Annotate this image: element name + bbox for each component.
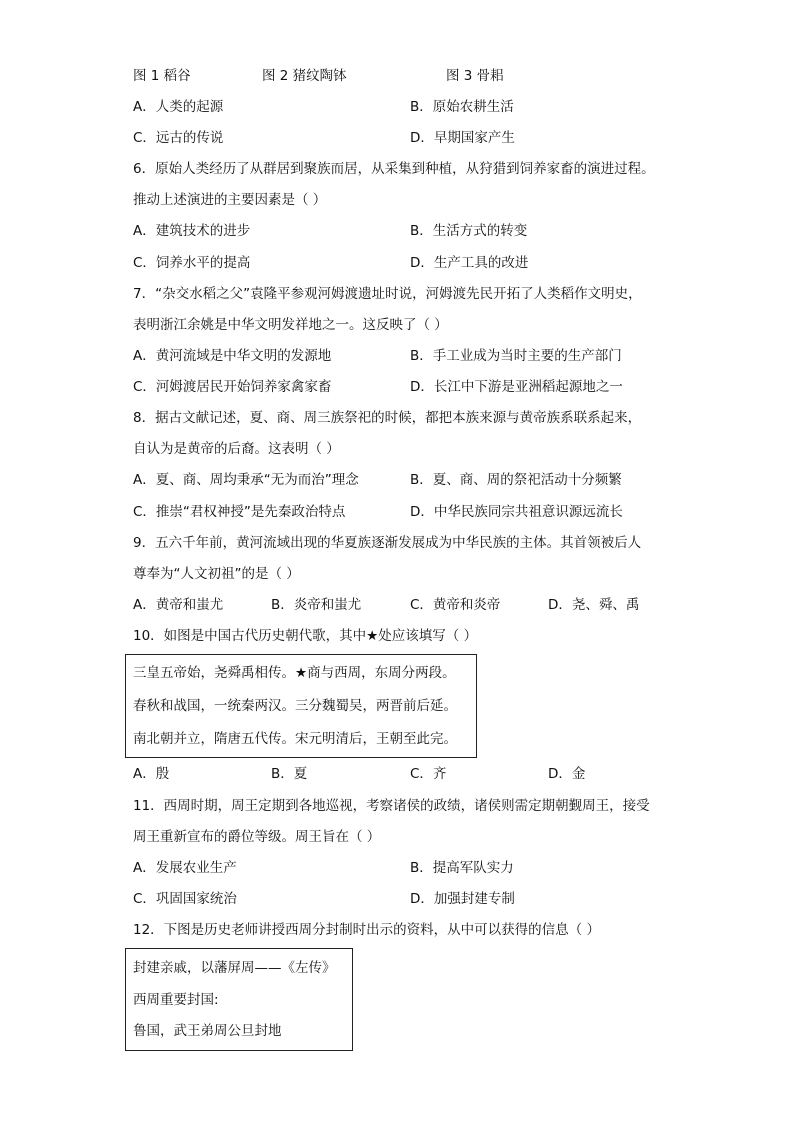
- q9-option-a: A．黄帝和蚩尤: [133, 597, 224, 613]
- q10-option-b: B．夏: [271, 766, 308, 782]
- q5-option-d: D．早期国家产生: [410, 130, 515, 146]
- q9-stem-line-2: 尊奉为“人文初祖”的是（ ）: [133, 566, 300, 582]
- q7-option-a: A．黄河流域是中华文明的发源地: [133, 348, 332, 364]
- q12-stem: 12．下图是历史老师讲授西周分封制时出示的资料，从中可以获得的信息（ ）: [133, 922, 600, 938]
- figure-caption-1: 图 1 稻谷: [133, 68, 191, 84]
- dynasty-poem-line-3: 南北朝并立，隋唐五代传。宋元明清后，王朝至此完。: [133, 731, 457, 747]
- q6-option-d: D．生产工具的改进: [410, 255, 529, 271]
- q7-option-b: B．手工业成为当时主要的生产部门: [410, 348, 622, 364]
- q10-option-a: A．殷: [133, 766, 170, 782]
- q5-option-a: A．人类的起源: [133, 99, 224, 115]
- q6-option-c: C．饲养水平的提高: [133, 255, 251, 271]
- q9-stem-line-1: 9．五六千年前，黄河流域出现的华夏族逐渐发展成为中华民族的主体。其首领被后人: [133, 535, 642, 551]
- figure-caption-3: 图 3 骨耜: [446, 68, 504, 84]
- q11-option-b: B．提高军队实力: [410, 860, 514, 876]
- source-box-line-1: 封建亲戚，以藩屏周——《左传》: [133, 960, 336, 976]
- q11-option-a: A．发展农业生产: [133, 860, 237, 876]
- q7-stem-line-2: 表明浙江余姚是中华文明发祥地之一。这反映了（ ）: [133, 317, 448, 333]
- q5-option-b: B．原始农耕生活: [410, 99, 514, 115]
- source-box-line-3: 鲁国，武王弟周公旦封地: [133, 1023, 282, 1039]
- q8-option-c: C．推崇“君权神授”是先秦政治特点: [133, 504, 346, 520]
- dynasty-poem-line-1: 三皇五帝始，尧舜禹相传。★商与西周，东周分两段。: [133, 665, 456, 681]
- q11-stem-line-2: 周王重新宣布的爵位等级。周王旨在（ ）: [133, 829, 381, 845]
- q9-option-c: C．黄帝和炎帝: [410, 597, 501, 613]
- dynasty-poem-line-2: 春秋和战国，一统秦两汉。三分魏蜀吴，两晋前后延。: [133, 698, 457, 714]
- q6-stem-line-1: 6．原始人类经历了从群居到聚族而居，从采集到种植，从狩猎到饲养家畜的演进过程。: [133, 161, 655, 177]
- q5-option-c: C．远古的传说: [133, 130, 224, 146]
- q11-stem-line-1: 11．西周时期，周王定期到各地巡视，考察诸侯的政绩，诸侯则需定期朝觐周王，接受: [133, 798, 650, 814]
- q11-option-d: D．加强封建专制: [410, 891, 515, 907]
- q8-stem-line-2: 自认为是黄帝的后裔。这表明（ ）: [133, 441, 340, 457]
- q8-option-a: A．夏、商、周均秉承“无为而治”理念: [133, 472, 359, 488]
- q9-option-d: D．尧、舜、禹: [548, 597, 640, 613]
- q10-option-d: D．金: [548, 766, 586, 782]
- q6-stem-line-2: 推动上述演进的主要因素是（ ）: [133, 192, 327, 208]
- q8-option-d: D．中华民族同宗共祖意识源远流长: [410, 504, 623, 520]
- figure-caption-2: 图 2 猪纹陶钵: [262, 68, 347, 84]
- source-box-line-2: 西周重要封国:: [133, 992, 219, 1008]
- q11-option-c: C．巩固国家统治: [133, 891, 237, 907]
- q9-option-b: B．炎帝和蚩尤: [271, 597, 362, 613]
- q6-option-a: A．建筑技术的进步: [133, 223, 251, 239]
- q6-option-b: B．生活方式的转变: [410, 223, 528, 239]
- q7-stem-line-1: 7．“杂交水稻之父”袁隆平参观河姆渡遗址时说，河姆渡先民开拓了人类稻作文明史，: [133, 286, 642, 302]
- q7-option-d: D．长江中下游是亚洲稻起源地之一: [410, 379, 623, 395]
- q8-option-b: B．夏、商、周的祭祀活动十分频繁: [410, 472, 622, 488]
- q10-stem: 10．如图是中国古代历史朝代歌，其中★处应该填写（ ）: [133, 628, 478, 644]
- q10-option-c: C．齐: [410, 766, 447, 782]
- q8-stem-line-1: 8．据古文献记述，夏、商、周三族祭祀的时候，都把本族来源与黄帝族系联系起来，: [133, 410, 642, 426]
- q7-option-c: C．河姆渡居民开始饲养家禽家畜: [133, 379, 332, 395]
